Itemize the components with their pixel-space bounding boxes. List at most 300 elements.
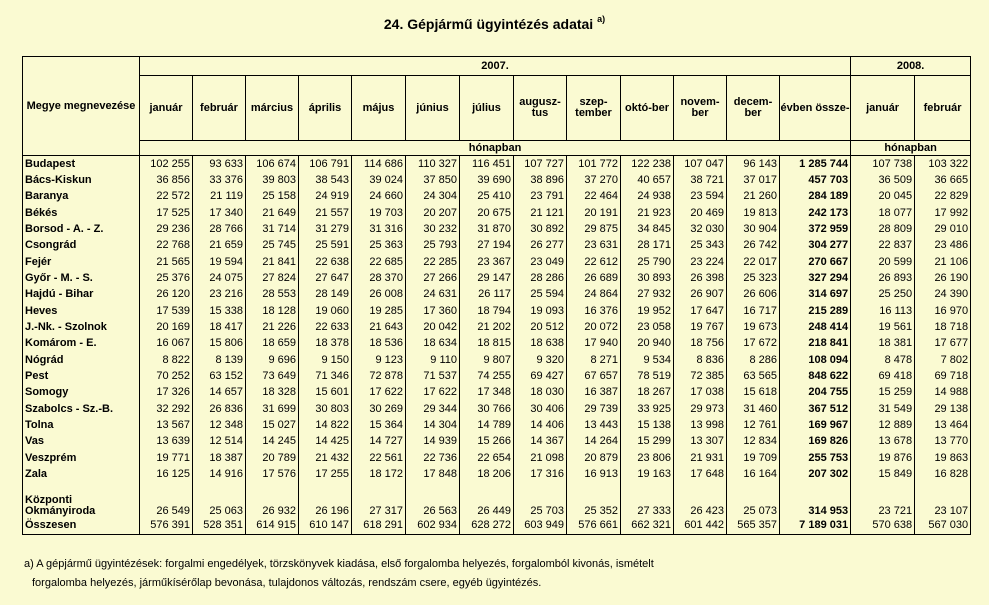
value-cell: 26 689 <box>567 270 621 286</box>
value-cell: 20 169 <box>140 319 193 335</box>
value-cell: 18 718 <box>915 319 971 335</box>
value-cell: 31 699 <box>246 401 299 417</box>
value-cell: 24 075 <box>193 270 246 286</box>
value-cell: 17 255 <box>299 466 352 482</box>
value-cell: 8 271 <box>567 352 621 368</box>
annual-total-cell: 270 667 <box>780 254 851 270</box>
value-cell: 16 717 <box>727 303 780 319</box>
county-name-text: Nógrád <box>25 353 64 366</box>
value-cell: 12 514 <box>193 434 246 450</box>
value-cell: 26 423 <box>674 483 727 518</box>
value-cell: 23 058 <box>621 319 674 335</box>
value-cell: 14 245 <box>246 434 299 450</box>
county-name <box>23 450 140 466</box>
table-row <box>23 368 971 384</box>
value-cell: 23 486 <box>915 238 971 254</box>
value-cell: 69 418 <box>851 368 915 384</box>
value-cell: 22 633 <box>299 319 352 335</box>
table-row <box>23 238 971 254</box>
value-cell: 29 739 <box>567 401 621 417</box>
value-cell: 23 594 <box>674 189 727 205</box>
value-cell: 29 147 <box>460 270 514 286</box>
value-cell: 26 932 <box>246 483 299 518</box>
value-cell: 31 316 <box>352 221 406 237</box>
value-cell: 17 340 <box>193 205 246 221</box>
month-header-2007: augusz-tus <box>514 76 567 141</box>
value-cell: 528 351 <box>193 517 246 534</box>
value-cell: 21 841 <box>246 254 299 270</box>
county-name-text: Pest <box>25 369 49 382</box>
value-cell: 23 721 <box>851 483 915 518</box>
value-cell: 39 803 <box>246 172 299 188</box>
value-cell: 20 879 <box>567 450 621 466</box>
value-cell: 9 807 <box>460 352 514 368</box>
value-cell: 32 292 <box>140 401 193 417</box>
value-cell: 25 594 <box>514 287 567 303</box>
unit-header-2007: hónapban <box>140 141 851 156</box>
value-cell: 9 320 <box>514 352 567 368</box>
value-cell: 17 940 <box>567 336 621 352</box>
value-cell: 23 631 <box>567 238 621 254</box>
value-cell: 29 973 <box>674 401 727 417</box>
table-row <box>23 434 971 450</box>
value-cell: 19 813 <box>727 205 780 221</box>
value-cell: 34 845 <box>621 221 674 237</box>
value-cell: 31 714 <box>246 221 299 237</box>
page-title <box>0 16 989 32</box>
value-cell: 107 738 <box>851 156 915 173</box>
county-name-text: Békés <box>25 206 58 219</box>
value-cell: 28 171 <box>621 238 674 254</box>
value-cell: 30 892 <box>514 221 567 237</box>
value-cell: 13 770 <box>915 434 971 450</box>
value-cell: 8 836 <box>674 352 727 368</box>
value-cell: 31 549 <box>851 401 915 417</box>
value-cell: 16 113 <box>851 303 915 319</box>
value-cell: 20 469 <box>674 205 727 221</box>
annual-total-cell: 215 289 <box>780 303 851 319</box>
table-row <box>23 172 971 188</box>
value-cell: 17 848 <box>406 466 460 482</box>
value-cell: 20 789 <box>246 450 299 466</box>
annual-total-cell: 204 755 <box>780 385 851 401</box>
value-cell: 30 232 <box>406 221 460 237</box>
value-cell: 9 150 <box>299 352 352 368</box>
county-name-text: Zala <box>25 467 48 480</box>
value-cell: 18 077 <box>851 205 915 221</box>
value-cell: 14 822 <box>299 417 352 433</box>
value-cell: 14 264 <box>567 434 621 450</box>
value-cell: 19 561 <box>851 319 915 335</box>
value-cell: 18 756 <box>674 336 727 352</box>
value-cell: 73 649 <box>246 368 299 384</box>
footnote-line-1: a) A gépjármű ügyintézések: forgalmi engedélyek, törzskönyvek kiadása, első forgalomba helyezés, forgalomból kivonás, ismételt <box>24 558 654 570</box>
value-cell: 22 464 <box>567 189 621 205</box>
value-cell: 25 158 <box>246 189 299 205</box>
value-cell: 21 649 <box>246 205 299 221</box>
value-cell: 27 824 <box>246 270 299 286</box>
value-cell: 25 745 <box>246 238 299 254</box>
value-cell: 13 678 <box>851 434 915 450</box>
county-name <box>23 221 140 237</box>
value-cell: 24 919 <box>299 189 352 205</box>
value-cell: 14 657 <box>193 385 246 401</box>
month-header-2007: novem-ber <box>674 76 727 141</box>
value-cell: 17 647 <box>674 303 727 319</box>
annual-total-cell: 1 285 744 <box>780 156 851 173</box>
table-row <box>23 417 971 433</box>
value-cell: 618 291 <box>352 517 406 534</box>
title-text: 24. Gépjármű ügyintézés adatai <box>383 16 594 32</box>
value-cell: 63 565 <box>727 368 780 384</box>
value-cell: 19 285 <box>352 303 406 319</box>
table-body <box>23 156 971 535</box>
month-header-2007: októ-ber <box>621 76 674 141</box>
value-cell: 26 907 <box>674 287 727 303</box>
value-cell: 601 442 <box>674 517 727 534</box>
value-cell: 102 255 <box>140 156 193 173</box>
county-name <box>23 254 140 270</box>
county-name <box>23 205 140 221</box>
annual-total-cell: 7 189 031 <box>780 517 851 534</box>
value-cell: 15 299 <box>621 434 674 450</box>
value-cell: 18 381 <box>851 336 915 352</box>
value-cell: 67 657 <box>567 368 621 384</box>
value-cell: 9 110 <box>406 352 460 368</box>
county-name-text-line2: Okmányiroda <box>25 505 96 518</box>
value-cell: 40 657 <box>621 172 674 188</box>
county-name-text: Központi <box>25 494 73 507</box>
data-table <box>22 56 971 535</box>
month-header-2008: január <box>851 76 915 141</box>
county-name <box>23 156 140 173</box>
value-cell: 18 206 <box>460 466 514 482</box>
value-cell: 26 742 <box>727 238 780 254</box>
value-cell: 106 791 <box>299 156 352 173</box>
annual-total-cell: 372 959 <box>780 221 851 237</box>
county-name-text: Budapest <box>25 157 76 170</box>
value-cell: 18 536 <box>352 336 406 352</box>
table-row <box>23 401 971 417</box>
table-row <box>23 385 971 401</box>
value-cell: 17 360 <box>406 303 460 319</box>
value-cell: 14 916 <box>193 466 246 482</box>
value-cell: 576 661 <box>567 517 621 534</box>
value-cell: 25 343 <box>674 238 727 254</box>
value-cell: 13 998 <box>674 417 727 433</box>
value-cell: 610 147 <box>299 517 352 534</box>
value-cell: 39 690 <box>460 172 514 188</box>
value-cell: 20 191 <box>567 205 621 221</box>
value-cell: 25 793 <box>406 238 460 254</box>
month-header-2007: március <box>246 76 299 141</box>
month-header-2007: február <box>193 76 246 141</box>
title-footnote-mark: a) <box>597 14 606 24</box>
value-cell: 25 323 <box>727 270 780 286</box>
value-cell: 17 326 <box>140 385 193 401</box>
value-cell: 16 164 <box>727 466 780 482</box>
value-cell: 18 634 <box>406 336 460 352</box>
value-cell: 13 464 <box>915 417 971 433</box>
county-name-text: Győr - M. - S. <box>25 272 93 284</box>
value-cell: 96 143 <box>727 156 780 173</box>
value-cell: 26 120 <box>140 287 193 303</box>
value-cell: 17 316 <box>514 466 567 482</box>
value-cell: 18 172 <box>352 466 406 482</box>
county-name <box>23 270 140 286</box>
value-cell: 21 098 <box>514 450 567 466</box>
table-row <box>23 336 971 352</box>
value-cell: 33 376 <box>193 172 246 188</box>
value-cell: 9 534 <box>621 352 674 368</box>
value-cell: 21 119 <box>193 189 246 205</box>
value-cell: 25 063 <box>193 483 246 518</box>
value-cell: 16 828 <box>915 466 971 482</box>
value-cell: 16 970 <box>915 303 971 319</box>
table-row <box>23 156 971 173</box>
value-cell: 36 509 <box>851 172 915 188</box>
county-name <box>23 172 140 188</box>
value-cell: 25 376 <box>140 270 193 286</box>
value-cell: 27 647 <box>299 270 352 286</box>
value-cell: 21 557 <box>299 205 352 221</box>
value-cell: 21 931 <box>674 450 727 466</box>
value-cell: 22 837 <box>851 238 915 254</box>
table-row <box>23 254 971 270</box>
value-cell: 18 387 <box>193 450 246 466</box>
value-cell: 71 346 <box>299 368 352 384</box>
month-header-2007: szep-tember <box>567 76 621 141</box>
value-cell: 25 591 <box>299 238 352 254</box>
value-cell: 26 893 <box>851 270 915 286</box>
value-cell: 22 736 <box>406 450 460 466</box>
county-name <box>23 517 140 534</box>
value-cell: 13 567 <box>140 417 193 433</box>
table-row <box>23 319 971 335</box>
value-cell: 27 333 <box>621 483 674 518</box>
value-cell: 12 348 <box>193 417 246 433</box>
value-cell: 37 017 <box>727 172 780 188</box>
value-cell: 603 949 <box>514 517 567 534</box>
value-cell: 25 250 <box>851 287 915 303</box>
table-row <box>23 517 971 534</box>
value-cell: 9 123 <box>352 352 406 368</box>
value-cell: 25 352 <box>567 483 621 518</box>
value-cell: 36 665 <box>915 172 971 188</box>
value-cell: 21 643 <box>352 319 406 335</box>
value-cell: 37 270 <box>567 172 621 188</box>
value-cell: 20 599 <box>851 254 915 270</box>
value-cell: 8 478 <box>851 352 915 368</box>
value-cell: 19 952 <box>621 303 674 319</box>
value-cell: 107 727 <box>514 156 567 173</box>
value-cell: 18 267 <box>621 385 674 401</box>
value-cell: 24 660 <box>352 189 406 205</box>
value-cell: 21 226 <box>246 319 299 335</box>
value-cell: 72 878 <box>352 368 406 384</box>
value-cell: 22 654 <box>460 450 514 466</box>
month-header-2007: június <box>406 76 460 141</box>
value-cell: 17 525 <box>140 205 193 221</box>
table-row <box>23 287 971 303</box>
value-cell: 25 073 <box>727 483 780 518</box>
value-cell: 37 850 <box>406 172 460 188</box>
value-cell: 23 224 <box>674 254 727 270</box>
county-name-text: Heves <box>25 304 58 317</box>
value-cell: 14 304 <box>406 417 460 433</box>
value-cell: 23 107 <box>915 483 971 518</box>
value-cell: 38 543 <box>299 172 352 188</box>
county-name <box>23 385 140 401</box>
value-cell: 15 266 <box>460 434 514 450</box>
value-cell: 27 932 <box>621 287 674 303</box>
value-cell: 122 238 <box>621 156 674 173</box>
value-cell: 8 822 <box>140 352 193 368</box>
month-header-2007: július <box>460 76 514 141</box>
county-name-text: Somogy <box>25 386 69 399</box>
value-cell: 22 285 <box>406 254 460 270</box>
value-cell: 26 563 <box>406 483 460 518</box>
value-cell: 24 390 <box>915 287 971 303</box>
value-cell: 15 138 <box>621 417 674 433</box>
value-cell: 13 639 <box>140 434 193 450</box>
value-cell: 15 618 <box>727 385 780 401</box>
value-cell: 18 815 <box>460 336 514 352</box>
value-cell: 18 638 <box>514 336 567 352</box>
value-cell: 114 686 <box>352 156 406 173</box>
value-cell: 28 370 <box>352 270 406 286</box>
value-cell: 29 138 <box>915 401 971 417</box>
value-cell: 18 378 <box>299 336 352 352</box>
value-cell: 30 803 <box>299 401 352 417</box>
value-cell: 24 304 <box>406 189 460 205</box>
value-cell: 8 286 <box>727 352 780 368</box>
value-cell: 16 913 <box>567 466 621 482</box>
value-cell: 31 460 <box>727 401 780 417</box>
value-cell: 576 391 <box>140 517 193 534</box>
annual-total-cell: 327 294 <box>780 270 851 286</box>
annual-total-cell: 367 512 <box>780 401 851 417</box>
value-cell: 106 674 <box>246 156 299 173</box>
value-cell: 21 202 <box>460 319 514 335</box>
value-cell: 18 030 <box>514 385 567 401</box>
value-cell: 9 696 <box>246 352 299 368</box>
value-cell: 602 934 <box>406 517 460 534</box>
value-cell: 20 207 <box>406 205 460 221</box>
value-cell: 22 829 <box>915 189 971 205</box>
value-cell: 19 709 <box>727 450 780 466</box>
annual-total-cell: 207 302 <box>780 466 851 482</box>
value-cell: 25 410 <box>460 189 514 205</box>
value-cell: 13 307 <box>674 434 727 450</box>
county-name-text: Hajdú - Bihar <box>25 288 94 301</box>
value-cell: 19 771 <box>140 450 193 466</box>
value-cell: 25 790 <box>621 254 674 270</box>
value-cell: 26 549 <box>140 483 193 518</box>
county-name <box>23 238 140 254</box>
value-cell: 110 327 <box>406 156 460 173</box>
annual-total-cell: 314 697 <box>780 287 851 303</box>
county-column-header: Megye megnevezése <box>23 57 140 156</box>
county-name-text: J.-Nk. - Szolnok <box>25 320 107 333</box>
county-name <box>23 483 140 518</box>
value-cell: 23 806 <box>621 450 674 466</box>
value-cell: 15 027 <box>246 417 299 433</box>
value-cell: 12 761 <box>727 417 780 433</box>
county-name <box>23 287 140 303</box>
value-cell: 25 363 <box>352 238 406 254</box>
value-cell: 19 594 <box>193 254 246 270</box>
value-cell: 15 259 <box>851 385 915 401</box>
county-name <box>23 319 140 335</box>
value-cell: 70 252 <box>140 368 193 384</box>
value-cell: 19 673 <box>727 319 780 335</box>
value-cell: 28 553 <box>246 287 299 303</box>
value-cell: 15 338 <box>193 303 246 319</box>
value-cell: 15 601 <box>299 385 352 401</box>
value-cell: 26 449 <box>460 483 514 518</box>
value-cell: 16 376 <box>567 303 621 319</box>
county-name-text: Borsod - A. - Z. <box>25 223 104 236</box>
value-cell: 24 938 <box>621 189 674 205</box>
month-header-2007: május <box>352 76 406 141</box>
value-cell: 18 328 <box>246 385 299 401</box>
value-cell: 15 364 <box>352 417 406 433</box>
value-cell: 26 277 <box>514 238 567 254</box>
value-cell: 22 572 <box>140 189 193 205</box>
value-cell: 567 030 <box>915 517 971 534</box>
annual-total-cell: 248 414 <box>780 319 851 335</box>
county-name <box>23 303 140 319</box>
value-cell: 22 685 <box>352 254 406 270</box>
value-cell: 19 876 <box>851 450 915 466</box>
county-name-text: Bács-Kiskun <box>25 174 92 187</box>
value-cell: 14 367 <box>514 434 567 450</box>
annual-total-cell: 314 953 <box>780 483 851 518</box>
value-cell: 107 047 <box>674 156 727 173</box>
county-name-text: Szabolcs - Sz.-B. <box>25 402 114 415</box>
value-cell: 22 017 <box>727 254 780 270</box>
value-cell: 36 856 <box>140 172 193 188</box>
value-cell: 31 870 <box>460 221 514 237</box>
value-cell: 29 875 <box>567 221 621 237</box>
value-cell: 19 060 <box>299 303 352 319</box>
value-cell: 17 576 <box>246 466 299 482</box>
value-cell: 662 321 <box>621 517 674 534</box>
county-name-text: Veszprém <box>25 451 77 464</box>
county-name-text: Komárom - E. <box>25 337 97 350</box>
value-cell: 26 117 <box>460 287 514 303</box>
county-name-text: Baranya <box>25 190 69 203</box>
county-name-text: Fejér <box>25 255 52 268</box>
value-cell: 14 406 <box>514 417 567 433</box>
value-cell: 63 152 <box>193 368 246 384</box>
value-cell: 17 539 <box>140 303 193 319</box>
value-cell: 33 925 <box>621 401 674 417</box>
value-cell: 21 260 <box>727 189 780 205</box>
value-cell: 17 038 <box>674 385 727 401</box>
value-cell: 30 269 <box>352 401 406 417</box>
value-cell: 18 128 <box>246 303 299 319</box>
unit-header-2008: hónapban <box>851 141 971 156</box>
table-row <box>23 450 971 466</box>
value-cell: 15 849 <box>851 466 915 482</box>
annual-total-cell: 169 967 <box>780 417 851 433</box>
table-row <box>23 189 971 205</box>
value-cell: 14 727 <box>352 434 406 450</box>
year-2008-header: 2008. <box>851 57 971 76</box>
value-cell: 18 794 <box>460 303 514 319</box>
